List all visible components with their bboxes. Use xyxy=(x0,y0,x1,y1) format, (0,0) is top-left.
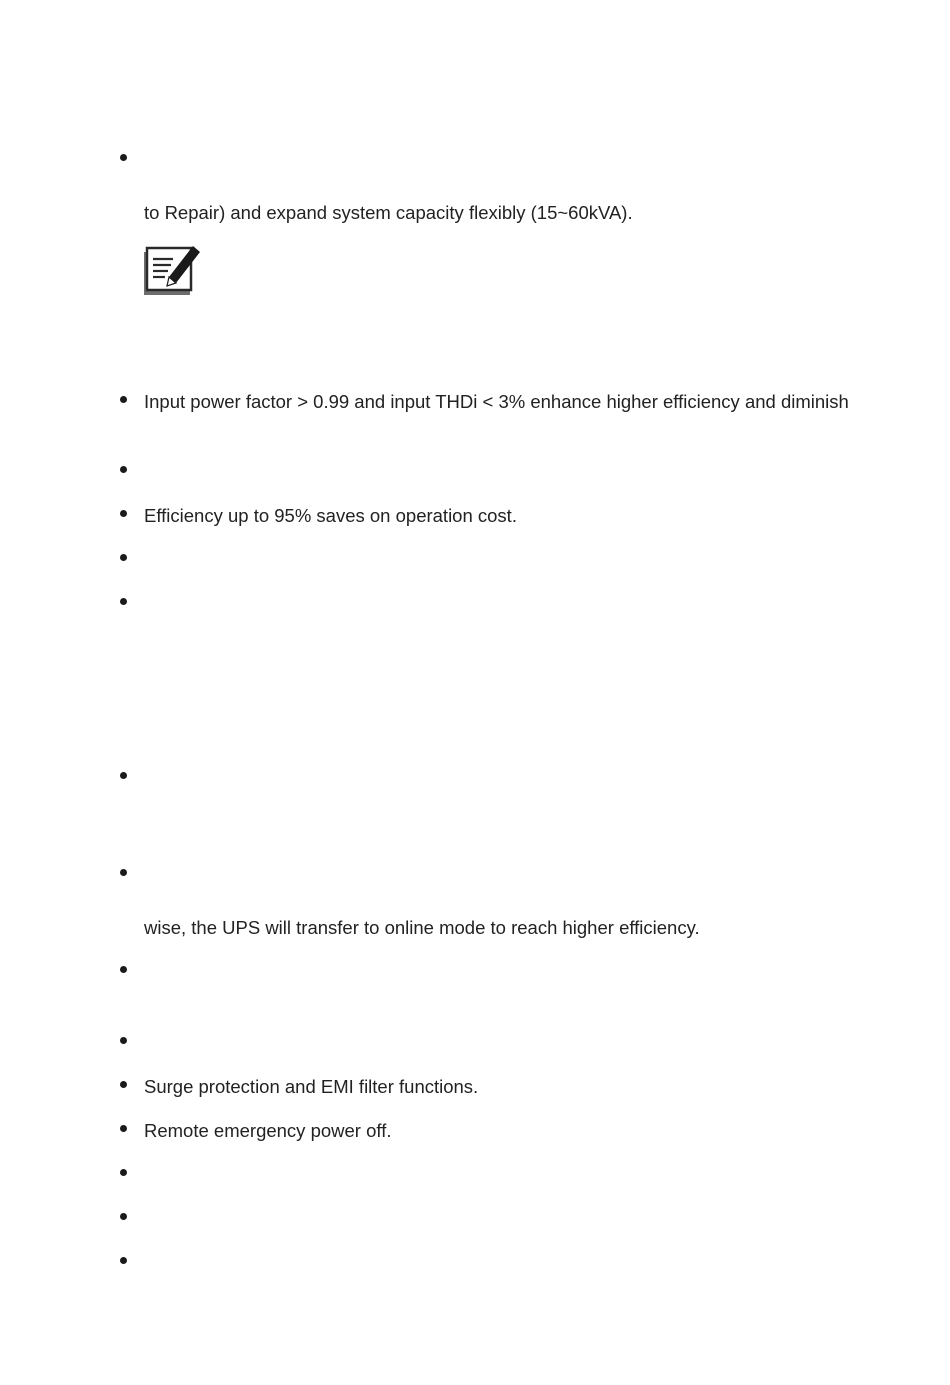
feature-efficiency: Efficiency up to 95% saves on operation cost. xyxy=(144,505,517,526)
feature-epo: Remote emergency power off. xyxy=(144,1120,392,1141)
bullet-6 xyxy=(120,598,127,605)
bullet-1 xyxy=(120,154,127,161)
bullet-4 xyxy=(120,510,127,517)
feature-power-factor: Input power factor > 0.99 and input THDi < 3% enhance higher efficiency and diminish xyxy=(144,391,849,412)
bullet-2 xyxy=(120,396,127,403)
feature-modular-continuation: to Repair) and expand system capacity flexibly (15~60kVA). xyxy=(144,202,633,223)
bullet-12 xyxy=(120,1125,127,1132)
bullet-11 xyxy=(120,1081,127,1088)
bullet-10 xyxy=(120,1037,127,1044)
bullet-13 xyxy=(120,1169,127,1176)
feature-eco-continuation: wise, the UPS will transfer to online mode to reach higher efficiency. xyxy=(144,917,700,938)
note-pencil-icon xyxy=(143,243,203,297)
bullet-8 xyxy=(120,869,127,876)
bullet-3 xyxy=(120,466,127,473)
bullet-5 xyxy=(120,554,127,561)
bullet-7 xyxy=(120,772,127,779)
bullet-14 xyxy=(120,1213,127,1220)
bullet-9 xyxy=(120,966,127,973)
feature-surge: Surge protection and EMI filter functions. xyxy=(144,1076,479,1097)
bullet-15 xyxy=(120,1257,127,1264)
